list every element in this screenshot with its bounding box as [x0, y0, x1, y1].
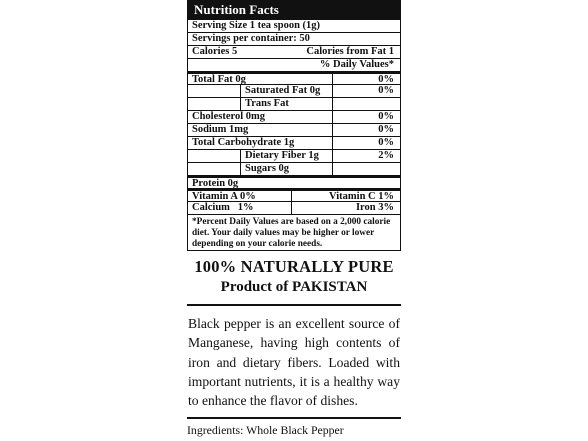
servings-per-container-row — [188, 32, 400, 45]
nutrient-row-trans-fat — [188, 97, 400, 110]
vitamin-c: Vitamin C 1% — [329, 191, 394, 202]
nutrient-row-total-fat — [188, 71, 400, 84]
mineral-row — [188, 201, 400, 214]
nutrient-row-cholesterol — [188, 110, 400, 123]
nutrient-label: Saturated Fat 0g — [245, 85, 321, 96]
claim-naturally-pure: 100% NATURALLY PURE — [194, 257, 394, 276]
nutrient-label: Dietary Fiber 1g — [245, 150, 319, 161]
nutrient-dv: 0% — [378, 124, 394, 135]
calories-from-fat: Calories from Fat 1 — [306, 46, 394, 57]
nutrient-row-saturated-fat — [188, 84, 400, 97]
nutrient-label: Sodium 1mg — [192, 124, 249, 135]
protein: Protein 0g — [192, 178, 239, 189]
ingredients: Ingredients: Whole Black Pepper — [187, 423, 344, 438]
nutrient-dv: 0% — [378, 111, 394, 122]
nutrition-facts-panel — [187, 0, 401, 251]
nutrient-row-sodium — [188, 123, 400, 136]
nutrient-row-dietary-fiber — [188, 149, 400, 162]
iron: Iron 3% — [355, 202, 394, 213]
vitamin-a: Vitamin A 0% — [192, 191, 256, 202]
nutrient-label: Total Fat 0g — [192, 74, 246, 85]
daily-values-header-row — [188, 58, 400, 71]
vitamin-row — [188, 188, 400, 201]
nutrient-label: Trans Fat — [245, 98, 289, 109]
nutrient-dv: 0% — [378, 74, 394, 85]
product-description: Black pepper is an excellent source of Manganese, having high contents of iron and dietary fibers. Loaded with important nutrients, it is a healthy way to enhance the flavor of dishes. — [188, 316, 400, 409]
calories-row — [188, 45, 400, 58]
nutrient-dv: 0% — [378, 137, 394, 148]
serving-size: Serving Size 1 tea spoon (1g) — [192, 20, 321, 31]
calories: Calories 5 — [192, 46, 238, 57]
nutrient-dv: 2% — [378, 150, 394, 161]
nutrient-row-total-carbohydrate — [188, 136, 400, 149]
nutrient-label: Total Carbohydrate 1g — [192, 137, 295, 148]
daily-values-footnote: *Percent Daily Values are based on a 2,000 calorie diet. Your daily values may be higher or lower depending on your calorie needs. — [188, 214, 400, 250]
daily-values-header: % Daily Values* — [319, 59, 394, 70]
nutrition-facts-title: Nutrition Facts — [188, 1, 400, 19]
divider-top — [187, 304, 401, 306]
product-label — [187, 0, 401, 438]
divider-bottom — [187, 417, 401, 419]
calcium: Calcium 1% — [192, 202, 254, 213]
nutrient-label: Sugars 0g — [245, 163, 290, 174]
serving-size-row — [188, 19, 400, 32]
nutrient-dv: 0% — [378, 85, 394, 96]
nutrient-row-sugars — [188, 162, 400, 175]
claim-origin: Product of PAKISTAN — [220, 279, 368, 295]
protein-row — [188, 175, 400, 188]
nutrient-label: Cholesterol 0mg — [192, 111, 266, 122]
servings-per-container: Servings per container: 50 — [192, 33, 310, 44]
